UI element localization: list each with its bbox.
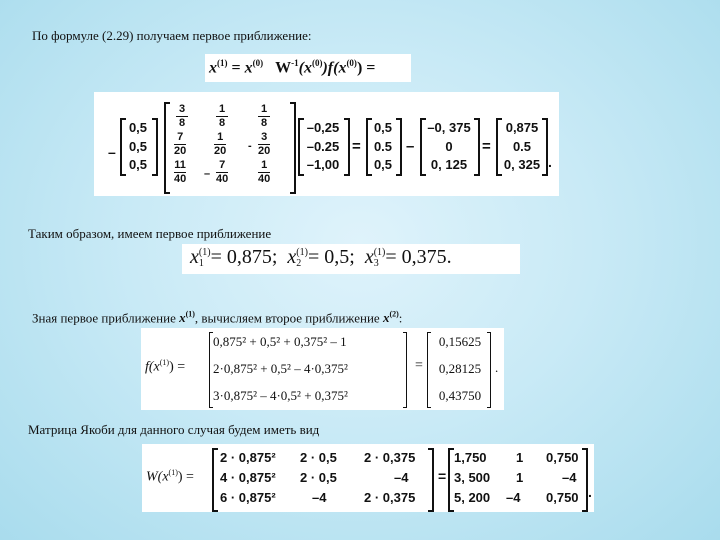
jacobi-panel [142, 444, 594, 512]
jacobi-inverse-matrix: 3 8 1 8 1 8 7 20 1 20 - 3 20 11 40 – 7 40 1 40 [174, 103, 271, 185]
vector-x0: 0,5 0,5 0,5 [128, 120, 148, 172]
fraction: 3 20 [258, 131, 271, 157]
fx-result: 0,15625 0,28125 0,43750 [438, 334, 482, 403]
jacobi-matrix: 2 · 0,875² 2 · 0,5 2 · 0,375 4 · 0,875² 2 · 0,5 –4 6 · 0,875² –4 2 · 0,375 [220, 450, 416, 505]
period: . [495, 360, 499, 375]
vector-x0-copy: 0,5 0.5 0,5 [373, 120, 393, 172]
equals-sign: = [482, 138, 491, 155]
bracket-right [396, 118, 402, 176]
matrix-calc-panel [94, 92, 559, 196]
newton-formula: $x^{(1)} = x^{(0)}$ $W^{-1}(x^{(0)})f(x^{(0)})$ = [209, 58, 376, 77]
fraction: 3 8 [176, 104, 188, 129]
intro-text-1: По формуле (2.29) получаем первое приближение: [32, 28, 312, 43]
equals-sign: = [438, 468, 447, 484]
bracket-right [152, 118, 158, 176]
minus-sign: – [108, 144, 116, 160]
bracket-right [487, 332, 491, 408]
bracket-right [290, 102, 296, 194]
formula-panel-1 [205, 54, 411, 82]
equals-sign: = [352, 138, 361, 155]
bracket-right [474, 118, 480, 176]
intro-text-3: Зная первое приближение $x^{(1)}$, вычисляем второе приближение $x^{(2)}$: [32, 310, 403, 326]
period: . [588, 484, 592, 500]
period: . [548, 154, 552, 170]
fraction: 1 40 [258, 159, 271, 185]
fx-panel [141, 328, 504, 410]
vector-result: 0,875 0.5 0, 325 [503, 120, 541, 172]
vector-f: –0,25 –0.25 –1,00 [306, 120, 340, 172]
bracket-right [428, 448, 434, 512]
vector-delta: –0, 375 0 0, 125 [427, 120, 471, 172]
jacobi-result-matrix: 1,750 1 0,750 3, 500 1 –4 5, 200 –4 0,750 [454, 450, 579, 505]
fx-label: $f(x^{(1)})$ = [145, 358, 186, 375]
fraction: 7 40 [216, 159, 229, 185]
first-approximation: x (1) 1 = 0,875; x (1) 2 = 0,5; x (1) 3 = 0,375. [190, 246, 452, 270]
fx-matrix: 0,875² + 0,5² + 0,375² – 1 2·0,875² + 0,5² – 4·0,375² 3·0,875² – 4·0,5² + 0,375² [213, 334, 348, 403]
minus-sign: – [406, 138, 415, 155]
intro-text-4: Матрица Якоби для данного случая будем иметь вид [28, 422, 320, 437]
jacobi-label: $W(x^{(1)})$ = [146, 468, 194, 485]
bracket-right [344, 118, 350, 176]
bracket-right [582, 448, 588, 512]
fraction: 11 40 [174, 159, 187, 185]
fraction: 7 20 [174, 131, 187, 157]
approx-panel [182, 244, 520, 274]
fraction: 1 8 [216, 104, 228, 129]
fraction: 1 8 [258, 104, 270, 129]
intro-text-2: Таким образом, имеем первое приближение [28, 226, 272, 241]
bracket-right [403, 332, 407, 408]
fraction: 1 20 [214, 131, 227, 157]
equals-sign: = [415, 358, 423, 373]
